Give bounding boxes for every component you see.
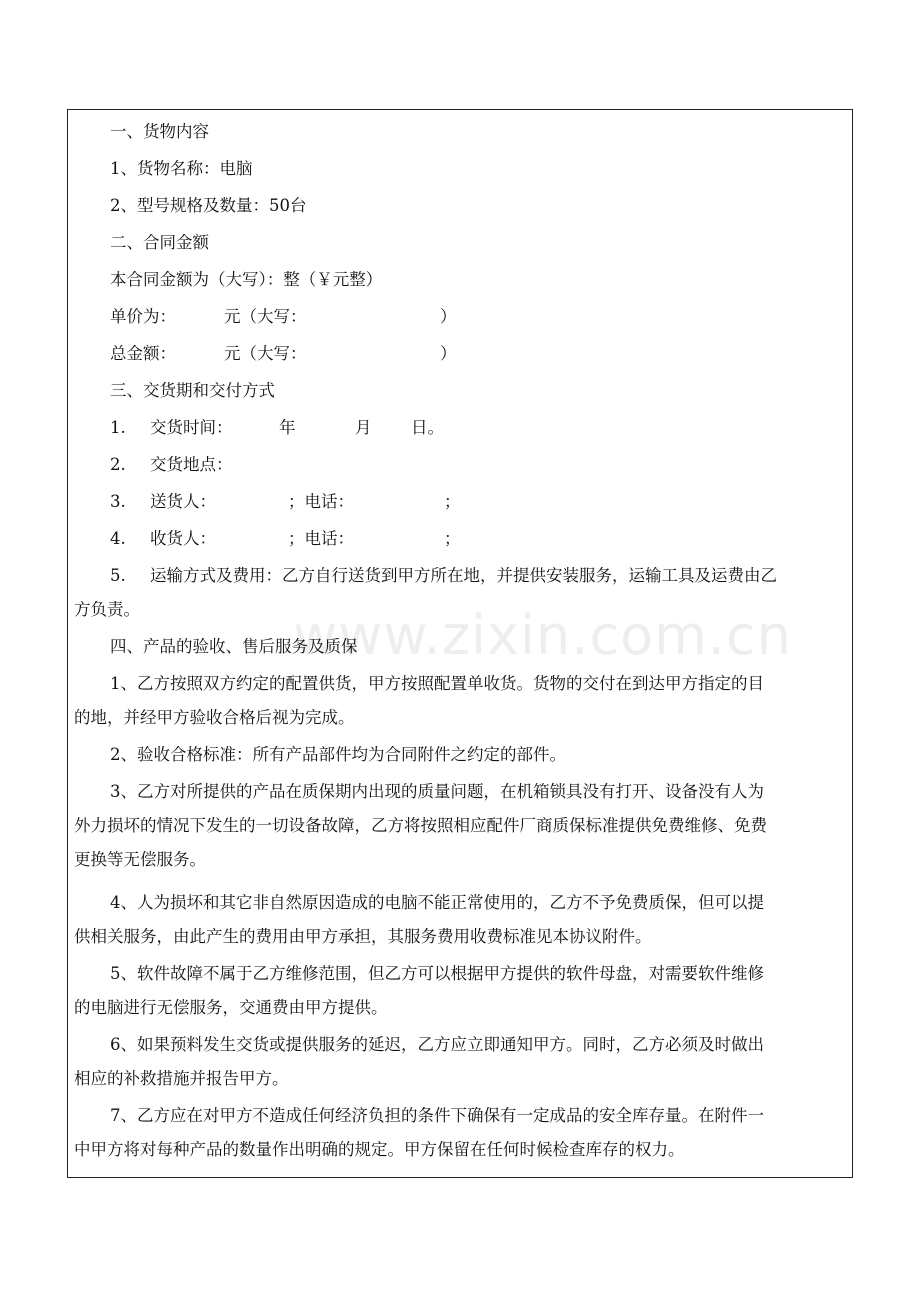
total-label: 总金额： [110, 344, 176, 363]
watermark-text: www.zixin.com.cn [293, 604, 792, 667]
acceptance-item-3-line-1: 3、乙方对所提供的产品在质保期内出现的质量问题，在机箱锁具没有打开、设备没有人为 [110, 782, 764, 801]
transport-line-1: 运输方式及费用：乙方自行送货到甲方所在地，并提供安装服务，运输工具及运费由乙 [150, 566, 777, 585]
sender-num: 3. [110, 492, 126, 511]
acceptance-item-7-line-2: 中甲方将对每种产品的数量作出明确的规定。甲方保留在任何时候检查库存的权力。 [74, 1140, 685, 1159]
unit-price-words: 元（大写： [224, 307, 307, 326]
receiver-label: 收货人： [150, 529, 216, 548]
delivery-time-label: 交货时间： [150, 418, 233, 437]
total-words: 元（大写： [224, 344, 307, 363]
delivery-month: 月 [355, 418, 372, 437]
delivery-heading: 三、交货期和交付方式 [110, 381, 275, 400]
unit-price-label: 单价为： [110, 307, 176, 326]
sender-phone-label: ；电话： [288, 492, 354, 511]
unit-price-close: ） [440, 307, 457, 326]
acceptance-item-4-line-1: 4、人为损坏和其它非自然原因造成的电脑不能正常使用的，乙方不予免费质保，但可以提 [110, 893, 764, 912]
total-close: ） [440, 344, 457, 363]
receiver-num: 4. [110, 529, 126, 548]
acceptance-item-2: 2、验收合格标准：所有产品部件均为合同附件之约定的部件。 [110, 745, 566, 764]
delivery-day: 日。 [411, 418, 444, 437]
contract-frame [67, 109, 853, 1178]
receiver-phone-label: ；电话： [288, 529, 354, 548]
delivery-place-num: 2. [110, 455, 126, 474]
acceptance-item-3-line-3: 更换等无偿服务。 [74, 850, 206, 869]
delivery-year: 年 [279, 418, 296, 437]
receiver-end: ； [444, 529, 461, 548]
delivery-time-num: 1. [110, 418, 126, 437]
acceptance-item-5-line-1: 5、软件故障不属于乙方维修范围，但乙方可以根据甲方提供的软件母盘，对需要软件维修 [110, 964, 764, 983]
acceptance-item-5-line-2: 的电脑进行无偿服务，交通费由甲方提供。 [74, 998, 388, 1017]
goods-spec: 2、型号规格及数量：50台 [110, 196, 307, 215]
acceptance-item-3-line-2: 外力损坏的情况下发生的一切设备故障，乙方将按照相应配件厂商质保标准提供免费维修、免费 [74, 816, 767, 835]
amount-total-words: 本合同金额为（大写）：整（￥元整） [110, 270, 383, 289]
acceptance-heading: 四、产品的验收、售后服务及质保 [110, 637, 358, 656]
transport-line-2: 方负责。 [74, 600, 140, 619]
acceptance-item-7-line-1: 7、乙方应在对甲方不造成任何经济负担的条件下确保有一定成品的安全库存量。在附件一 [110, 1106, 764, 1125]
goods-heading: 一、货物内容 [110, 122, 209, 141]
acceptance-item-4-line-2: 供相关服务，由此产生的费用由甲方承担，其服务费用收费标准见本协议附件。 [74, 927, 652, 946]
acceptance-item-6-line-2: 相应的补救措施并报告甲方。 [74, 1069, 289, 1088]
acceptance-item-6-line-1: 6、如果预料发生交货或提供服务的延迟，乙方应立即通知甲方。同时，乙方必须及时做出 [110, 1035, 764, 1054]
sender-label: 送货人： [150, 492, 216, 511]
amount-heading: 二、合同金额 [110, 233, 209, 252]
acceptance-item-1-line-2: 的地，并经甲方验收合格后视为完成。 [74, 708, 355, 727]
transport-num: 5. [110, 566, 126, 585]
acceptance-item-1-line-1: 1、乙方按照双方约定的配置供货，甲方按照配置单收货。货物的交付在到达甲方指定的目 [110, 674, 764, 693]
sender-end: ； [444, 492, 461, 511]
delivery-place-label: 交货地点： [150, 455, 233, 474]
goods-name: 1、货物名称：电脑 [110, 159, 253, 178]
